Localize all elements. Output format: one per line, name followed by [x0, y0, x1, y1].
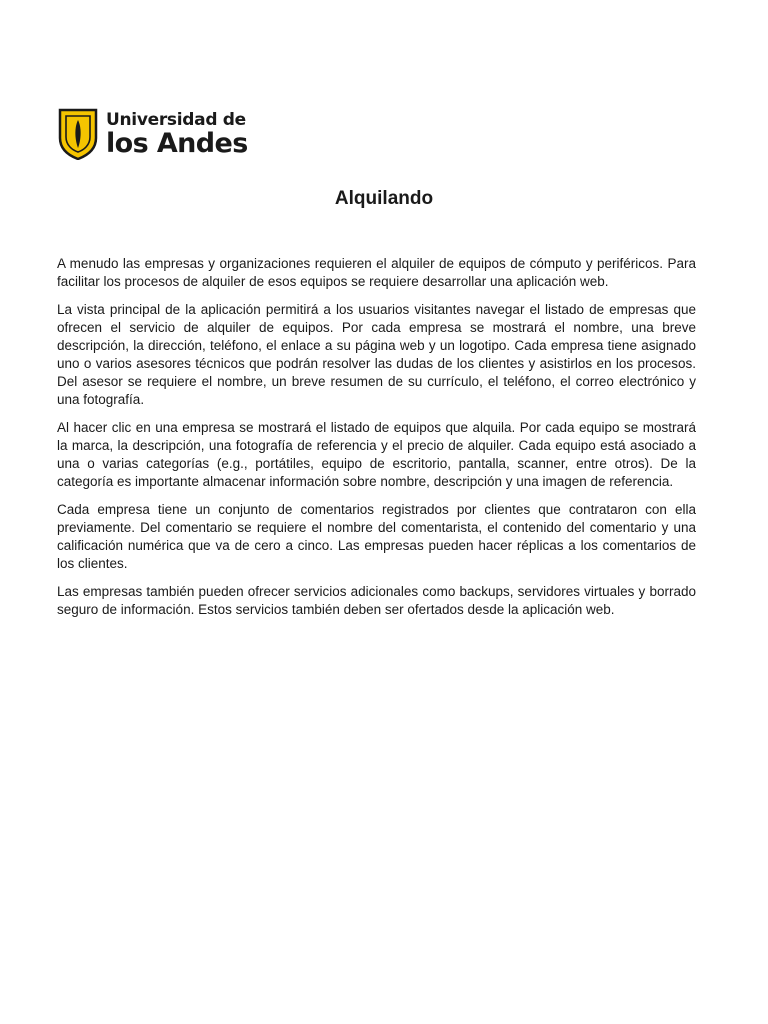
paragraph: La vista principal de la aplicación permitirá a los usuarios visitantes navegar el listado de empresas que ofrecen el servicio de alquiler de equipos. Por cada empresa se mostrará el nombre, una breve descripción, la dirección, teléfono, el enlace a su página web y un logotipo. Cada empresa tiene asignado uno o varios asesores técnicos que podrán resolver las dudas de los clientes y asistirlos en los procesos. Del asesor se requiere el nombre, un breve resumen de su currículo, el teléfono, el correo electrónico y una fotografía. — [57, 302, 696, 407]
paragraph: Cada empresa tiene un conjunto de comentarios registrados por clientes que contrataron con ella previamente. Del comentario se requiere el nombre del comentarista, el contenido del comentario y una calificación numérica que va de cero a cinco. Las empresas pueden hacer réplicas a los comentarios de los clientes. — [57, 502, 696, 571]
logo-text-line2: los Andes — [106, 127, 248, 159]
university-logo — [58, 108, 248, 160]
shield-icon — [58, 108, 98, 160]
paragraph: Las empresas también pueden ofrecer servicios adicionales como backups, servidores virtuales y borrado seguro de información. Estos servicios también deben ser ofertados desde la aplicación web. — [57, 584, 696, 617]
document-body — [57, 255, 696, 629]
paragraph: A menudo las empresas y organizaciones requieren el alquiler de equipos de cómputo y periféricos. Para facilitar los procesos de alquiler de esos equipos se requiere desarrollar una aplicación web. — [57, 256, 696, 289]
logo-text-line1: Universidad de — [106, 109, 246, 130]
paragraph: Al hacer clic en una empresa se mostrará el listado de equipos que alquila. Por cada equipo se mostrará la marca, la descripción, una fotografía de referencia y el precio de alquiler. Cada equipo está asociado a una o varias categorías (e.g., portátiles, equipo de escritorio, pantalla, scanner, entre otros). De la categoría es importante almacenar información sobre nombre, descripción y una imagen de referencia. — [57, 420, 696, 489]
document-title: Alquilando — [334, 188, 434, 209]
